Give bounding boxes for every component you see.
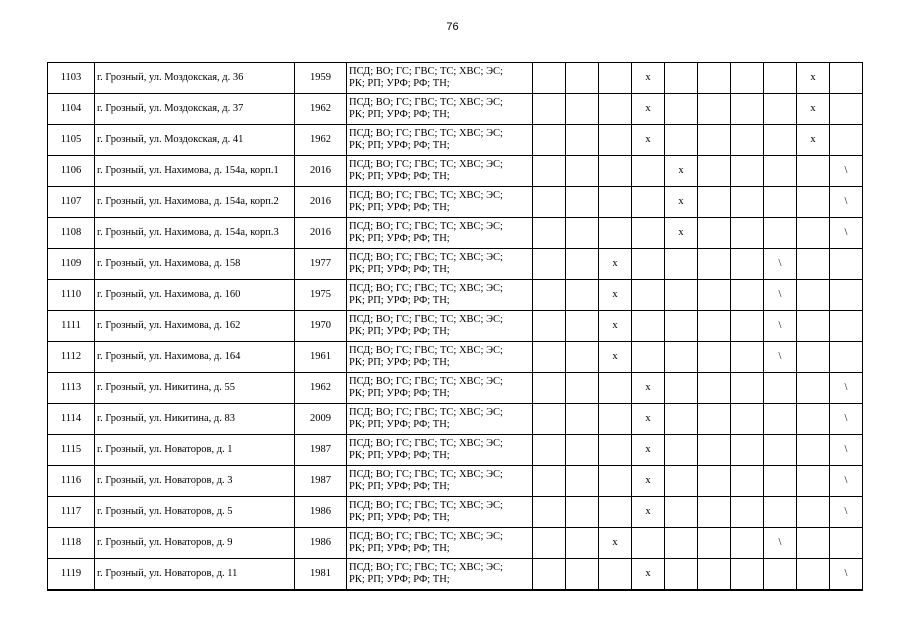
systems-cell (347, 187, 533, 218)
systems-line: ПСД; ВО; ГС; ГВС; ТС; ХВС; ЭС; (349, 283, 503, 294)
row-number: 1115 (48, 435, 95, 466)
mark-cell (566, 94, 599, 125)
row-number: 1118 (48, 528, 95, 559)
mark-cell: x (632, 125, 665, 156)
systems-line: ПСД; ВО; ГС; ГВС; ТС; ХВС; ЭС; (349, 469, 503, 480)
systems-line: ПСД; ВО; ГС; ГВС; ТС; ХВС; ЭС; (349, 376, 503, 387)
mark-cell (698, 435, 731, 466)
mark-cell (830, 94, 863, 125)
mark-cell (797, 249, 830, 280)
systems-line: ПСД; ВО; ГС; ГВС; ТС; ХВС; ЭС; (349, 407, 503, 418)
address-cell: г. Грозный, ул. Моздокская, д. 37 (95, 94, 295, 125)
mark-cell: \ (830, 404, 863, 435)
mark-cell (566, 311, 599, 342)
year-cell: 1986 (295, 497, 347, 528)
mark-cell: \ (830, 466, 863, 497)
mark-cell: \ (764, 528, 797, 559)
mark-cell (566, 528, 599, 559)
mark-cell (698, 497, 731, 528)
year-cell: 1986 (295, 528, 347, 559)
mark-cell (599, 94, 632, 125)
mark-cell (698, 404, 731, 435)
systems-line: ПСД; ВО; ГС; ГВС; ТС; ХВС; ЭС; (349, 438, 503, 449)
mark-cell (665, 559, 698, 591)
mark-cell (566, 280, 599, 311)
mark-cell: \ (830, 373, 863, 404)
mark-cell (731, 125, 764, 156)
address-cell: г. Грозный, ул. Новаторов, д. 1 (95, 435, 295, 466)
systems-line: РК; РП; УРФ; РФ; ТН; (349, 171, 450, 182)
mark-cell (731, 373, 764, 404)
mark-cell (599, 218, 632, 249)
mark-cell (830, 249, 863, 280)
mark-cell (533, 187, 566, 218)
mark-cell (698, 280, 731, 311)
mark-cell (533, 280, 566, 311)
mark-cell (698, 218, 731, 249)
mark-cell (731, 466, 764, 497)
mark-cell (698, 156, 731, 187)
mark-cell: x (599, 249, 632, 280)
mark-cell (665, 63, 698, 94)
mark-cell (830, 311, 863, 342)
table-body (48, 63, 863, 591)
table-row (48, 156, 863, 187)
mark-cell (830, 280, 863, 311)
mark-cell: x (632, 559, 665, 591)
mark-cell (830, 528, 863, 559)
address-cell: г. Грозный, ул. Новаторов, д. 3 (95, 466, 295, 497)
mark-cell (731, 249, 764, 280)
mark-cell (566, 559, 599, 591)
mark-cell: x (632, 497, 665, 528)
mark-cell (731, 218, 764, 249)
mark-cell (533, 559, 566, 591)
systems-line: ПСД; ВО; ГС; ГВС; ТС; ХВС; ЭС; (349, 314, 503, 325)
row-number: 1104 (48, 94, 95, 125)
mark-cell (665, 435, 698, 466)
mark-cell (665, 373, 698, 404)
systems-line: РК; РП; УРФ; РФ; ТН; (349, 109, 450, 120)
systems-line: РК; РП; УРФ; РФ; ТН; (349, 295, 450, 306)
systems-line: РК; РП; УРФ; РФ; ТН; (349, 450, 450, 461)
mark-cell (632, 280, 665, 311)
mark-cell (698, 125, 731, 156)
row-number: 1116 (48, 466, 95, 497)
systems-line: РК; РП; УРФ; РФ; ТН; (349, 357, 450, 368)
systems-cell (347, 63, 533, 94)
mark-cell (764, 218, 797, 249)
year-cell: 1975 (295, 280, 347, 311)
mark-cell (566, 125, 599, 156)
row-number: 1109 (48, 249, 95, 280)
mark-cell (533, 466, 566, 497)
mark-cell (632, 187, 665, 218)
year-cell: 1962 (295, 94, 347, 125)
systems-line: ПСД; ВО; ГС; ГВС; ТС; ХВС; ЭС; (349, 97, 503, 108)
mark-cell (599, 497, 632, 528)
mark-cell (599, 156, 632, 187)
mark-cell (764, 435, 797, 466)
housing-registry-table (47, 62, 863, 591)
mark-cell (764, 497, 797, 528)
mark-cell (797, 156, 830, 187)
table-row (48, 342, 863, 373)
mark-cell (698, 63, 731, 94)
systems-cell (347, 156, 533, 187)
row-number: 1117 (48, 497, 95, 528)
mark-cell: x (632, 435, 665, 466)
systems-line: РК; РП; УРФ; РФ; ТН; (349, 264, 450, 275)
row-number: 1119 (48, 559, 95, 591)
mark-cell (566, 156, 599, 187)
mark-cell: x (797, 125, 830, 156)
systems-line: РК; РП; УРФ; РФ; ТН; (349, 202, 450, 213)
row-number: 1112 (48, 342, 95, 373)
mark-cell: \ (764, 249, 797, 280)
mark-cell: \ (830, 187, 863, 218)
mark-cell (797, 373, 830, 404)
mark-cell (533, 63, 566, 94)
year-cell: 1977 (295, 249, 347, 280)
mark-cell (665, 125, 698, 156)
mark-cell (665, 528, 698, 559)
systems-cell (347, 497, 533, 528)
mark-cell (764, 63, 797, 94)
mark-cell (764, 156, 797, 187)
mark-cell: x (599, 342, 632, 373)
mark-cell (665, 342, 698, 373)
systems-cell (347, 466, 533, 497)
mark-cell (533, 404, 566, 435)
address-cell: г. Грозный, ул. Новаторов, д. 5 (95, 497, 295, 528)
address-cell: г. Грозный, ул. Моздокская, д. 36 (95, 63, 295, 94)
table-row (48, 311, 863, 342)
row-number: 1114 (48, 404, 95, 435)
mark-cell (764, 94, 797, 125)
mark-cell (599, 63, 632, 94)
mark-cell (764, 559, 797, 591)
mark-cell (566, 466, 599, 497)
mark-cell (731, 94, 764, 125)
mark-cell (599, 559, 632, 591)
mark-cell (599, 466, 632, 497)
mark-cell (797, 497, 830, 528)
mark-cell (698, 466, 731, 497)
table-row (48, 63, 863, 94)
mark-cell (698, 187, 731, 218)
year-cell: 1959 (295, 63, 347, 94)
address-cell: г. Грозный, ул. Новаторов, д. 11 (95, 559, 295, 591)
mark-cell (566, 373, 599, 404)
systems-line: РК; РП; УРФ; РФ; ТН; (349, 78, 450, 89)
mark-cell (665, 497, 698, 528)
mark-cell (632, 218, 665, 249)
systems-cell (347, 435, 533, 466)
address-cell: г. Грозный, ул. Нахимова, д. 154а, корп.1 (95, 156, 295, 187)
address-cell: г. Грозный, ул. Никитина, д. 55 (95, 373, 295, 404)
systems-line: ПСД; ВО; ГС; ГВС; ТС; ХВС; ЭС; (349, 531, 503, 542)
mark-cell: x (599, 311, 632, 342)
mark-cell (665, 466, 698, 497)
systems-cell (347, 559, 533, 591)
systems-cell (347, 94, 533, 125)
year-cell: 1981 (295, 559, 347, 591)
mark-cell (764, 373, 797, 404)
table-row (48, 280, 863, 311)
address-cell: г. Грозный, ул. Новаторов, д. 9 (95, 528, 295, 559)
mark-cell (731, 435, 764, 466)
mark-cell (566, 342, 599, 373)
mark-cell (698, 249, 731, 280)
year-cell: 1987 (295, 466, 347, 497)
mark-cell (698, 342, 731, 373)
systems-line: ПСД; ВО; ГС; ГВС; ТС; ХВС; ЭС; (349, 500, 503, 511)
mark-cell (533, 156, 566, 187)
mark-cell (566, 218, 599, 249)
mark-cell (599, 435, 632, 466)
systems-line: ПСД; ВО; ГС; ГВС; ТС; ХВС; ЭС; (349, 345, 503, 356)
systems-line: РК; РП; УРФ; РФ; ТН; (349, 140, 450, 151)
mark-cell (533, 497, 566, 528)
mark-cell: x (665, 156, 698, 187)
row-number: 1110 (48, 280, 95, 311)
systems-line: РК; РП; УРФ; РФ; ТН; (349, 326, 450, 337)
systems-line: РК; РП; УРФ; РФ; ТН; (349, 512, 450, 523)
mark-cell (566, 435, 599, 466)
mark-cell: x (599, 528, 632, 559)
mark-cell (665, 280, 698, 311)
mark-cell (533, 373, 566, 404)
mark-cell (533, 125, 566, 156)
mark-cell (533, 94, 566, 125)
systems-cell (347, 404, 533, 435)
row-number: 1113 (48, 373, 95, 404)
year-cell: 1987 (295, 435, 347, 466)
address-cell: г. Грозный, ул. Нахимова, д. 164 (95, 342, 295, 373)
address-cell: г. Грозный, ул. Моздокская, д. 41 (95, 125, 295, 156)
mark-cell: x (632, 373, 665, 404)
mark-cell: x (599, 280, 632, 311)
systems-line: ПСД; ВО; ГС; ГВС; ТС; ХВС; ЭС; (349, 562, 503, 573)
table-row (48, 559, 863, 591)
mark-cell (665, 249, 698, 280)
year-cell: 2009 (295, 404, 347, 435)
systems-line: ПСД; ВО; ГС; ГВС; ТС; ХВС; ЭС; (349, 128, 503, 139)
page-number: 76 (446, 21, 459, 33)
mark-cell: \ (764, 342, 797, 373)
systems-line: РК; РП; УРФ; РФ; ТН; (349, 481, 450, 492)
address-cell: г. Грозный, ул. Нахимова, д. 162 (95, 311, 295, 342)
mark-cell (566, 404, 599, 435)
mark-cell (797, 559, 830, 591)
address-cell: г. Грозный, ул. Нахимова, д. 154а, корп.3 (95, 218, 295, 249)
year-cell: 2016 (295, 156, 347, 187)
mark-cell (632, 156, 665, 187)
mark-cell (797, 218, 830, 249)
mark-cell (599, 125, 632, 156)
table-row (48, 187, 863, 218)
mark-cell (830, 125, 863, 156)
mark-cell (533, 528, 566, 559)
mark-cell (797, 435, 830, 466)
mark-cell (698, 311, 731, 342)
mark-cell: x (797, 63, 830, 94)
table-row (48, 528, 863, 559)
address-cell: г. Грозный, ул. Никитина, д. 83 (95, 404, 295, 435)
systems-line: РК; РП; УРФ; РФ; ТН; (349, 574, 450, 585)
mark-cell (632, 342, 665, 373)
row-number: 1108 (48, 218, 95, 249)
systems-cell (347, 528, 533, 559)
mark-cell (533, 311, 566, 342)
mark-cell (731, 187, 764, 218)
row-number: 1111 (48, 311, 95, 342)
address-cell: г. Грозный, ул. Нахимова, д. 154а, корп.2 (95, 187, 295, 218)
mark-cell (797, 466, 830, 497)
systems-line: РК; РП; УРФ; РФ; ТН; (349, 543, 450, 554)
mark-cell (830, 63, 863, 94)
mark-cell: x (797, 94, 830, 125)
mark-cell: x (665, 187, 698, 218)
table-row (48, 94, 863, 125)
mark-cell (698, 559, 731, 591)
mark-cell (797, 311, 830, 342)
address-cell: г. Грозный, ул. Нахимова, д. 160 (95, 280, 295, 311)
mark-cell: \ (830, 435, 863, 466)
mark-cell (764, 404, 797, 435)
mark-cell (665, 404, 698, 435)
row-number: 1105 (48, 125, 95, 156)
systems-line: РК; РП; УРФ; РФ; ТН; (349, 419, 450, 430)
mark-cell (632, 528, 665, 559)
mark-cell (797, 404, 830, 435)
mark-cell (599, 187, 632, 218)
year-cell: 1962 (295, 125, 347, 156)
mark-cell (533, 218, 566, 249)
table-row (48, 125, 863, 156)
mark-cell: \ (830, 218, 863, 249)
systems-cell (347, 311, 533, 342)
mark-cell (731, 156, 764, 187)
systems-cell (347, 342, 533, 373)
year-cell: 2016 (295, 187, 347, 218)
mark-cell: x (632, 404, 665, 435)
mark-cell (797, 342, 830, 373)
mark-cell (698, 373, 731, 404)
mark-cell (566, 249, 599, 280)
table-row (48, 373, 863, 404)
mark-cell (533, 435, 566, 466)
mark-cell: x (632, 63, 665, 94)
systems-cell (347, 280, 533, 311)
systems-line: ПСД; ВО; ГС; ГВС; ТС; ХВС; ЭС; (349, 252, 503, 263)
table-row (48, 218, 863, 249)
systems-line: ПСД; ВО; ГС; ГВС; ТС; ХВС; ЭС; (349, 66, 503, 77)
mark-cell (665, 94, 698, 125)
mark-cell: x (632, 94, 665, 125)
mark-cell (731, 342, 764, 373)
table-row (48, 249, 863, 280)
year-cell: 1962 (295, 373, 347, 404)
systems-cell (347, 125, 533, 156)
systems-cell (347, 373, 533, 404)
mark-cell: \ (764, 311, 797, 342)
mark-cell (764, 125, 797, 156)
year-cell: 1961 (295, 342, 347, 373)
mark-cell: \ (830, 559, 863, 591)
mark-cell (632, 311, 665, 342)
mark-cell: x (665, 218, 698, 249)
systems-line: РК; РП; УРФ; РФ; ТН; (349, 388, 450, 399)
mark-cell (566, 63, 599, 94)
address-cell: г. Грозный, ул. Нахимова, д. 158 (95, 249, 295, 280)
table-row (48, 404, 863, 435)
mark-cell (566, 497, 599, 528)
mark-cell (830, 342, 863, 373)
mark-cell (632, 249, 665, 280)
mark-cell (533, 249, 566, 280)
systems-line: ПСД; ВО; ГС; ГВС; ТС; ХВС; ЭС; (349, 159, 503, 170)
mark-cell (731, 497, 764, 528)
systems-cell (347, 249, 533, 280)
mark-cell (731, 63, 764, 94)
mark-cell (797, 280, 830, 311)
systems-line: ПСД; ВО; ГС; ГВС; ТС; ХВС; ЭС; (349, 190, 503, 201)
mark-cell (698, 94, 731, 125)
year-cell: 1970 (295, 311, 347, 342)
mark-cell: \ (764, 280, 797, 311)
table-row (48, 497, 863, 528)
mark-cell (599, 404, 632, 435)
mark-cell (731, 404, 764, 435)
mark-cell (533, 342, 566, 373)
mark-cell (731, 528, 764, 559)
mark-cell (599, 373, 632, 404)
systems-line: ПСД; ВО; ГС; ГВС; ТС; ХВС; ЭС; (349, 221, 503, 232)
mark-cell (731, 559, 764, 591)
mark-cell (665, 311, 698, 342)
mark-cell (764, 187, 797, 218)
table-row (48, 435, 863, 466)
systems-line: РК; РП; УРФ; РФ; ТН; (349, 233, 450, 244)
mark-cell (731, 280, 764, 311)
row-number: 1106 (48, 156, 95, 187)
mark-cell (764, 466, 797, 497)
row-number: 1107 (48, 187, 95, 218)
mark-cell (731, 311, 764, 342)
year-cell: 2016 (295, 218, 347, 249)
mark-cell (566, 187, 599, 218)
row-number: 1103 (48, 63, 95, 94)
mark-cell (698, 528, 731, 559)
mark-cell: \ (830, 156, 863, 187)
mark-cell (797, 187, 830, 218)
mark-cell: \ (830, 497, 863, 528)
mark-cell (797, 528, 830, 559)
table-row (48, 466, 863, 497)
mark-cell: x (632, 466, 665, 497)
systems-cell (347, 218, 533, 249)
